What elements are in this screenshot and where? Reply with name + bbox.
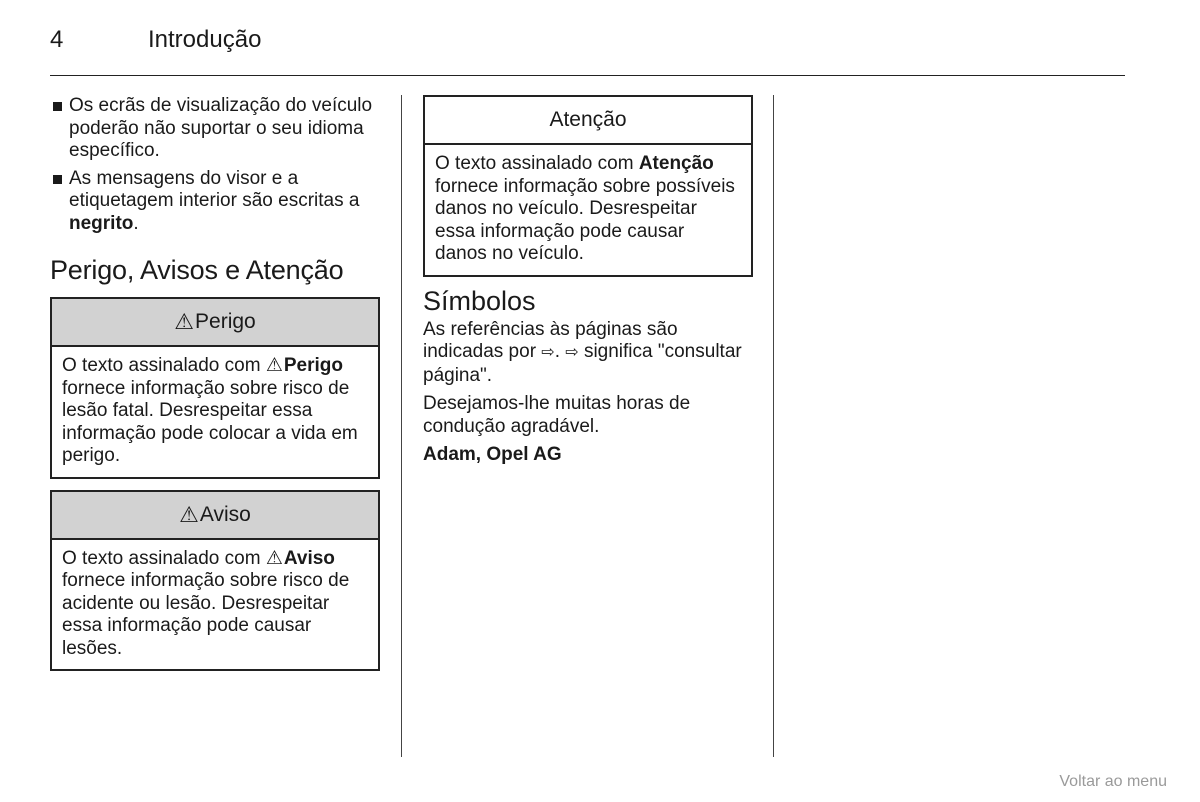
aviso-body-bold: Aviso (283, 547, 335, 569)
column-middle (423, 95, 753, 473)
page-title: Introdução (148, 26, 262, 53)
list-item (50, 168, 380, 236)
symbols-text-mid: . (554, 341, 566, 362)
aviso-body-prefix: O texto assinalado com (62, 547, 266, 569)
bullet-square-icon (53, 102, 62, 111)
column-left (50, 95, 380, 671)
header-divider (50, 75, 1125, 76)
back-to-menu-link[interactable]: Voltar ao menu (1059, 773, 1167, 790)
perigo-body-text: fornece informação sobre risco de lesão fatal. Desrespeitar essa informação pode colocar a vida em perigo. (62, 377, 358, 466)
aviso-body-text: fornece informação sobre risco de acidente ou lesão. Desrespeitar essa informação pode causar lesões. (62, 570, 350, 659)
bullet-text-bold: negrito (69, 212, 134, 234)
symbols-text-suffix: significa "consultar página". (423, 341, 742, 386)
warning-triangle-icon: ⚠ (265, 547, 283, 569)
symbols-text-prefix: As referências às páginas são indicadas por (423, 318, 678, 362)
atencao-box-header (425, 97, 751, 145)
section-heading: Perigo, Avisos e Atenção (50, 255, 344, 285)
page-reference-arrow-icon: ⇨ (565, 344, 579, 361)
warning-triangle-icon: ⚠ (265, 355, 283, 376)
page-number: 4 (50, 26, 64, 53)
warning-triangle-icon: ⚠ (179, 501, 199, 527)
atencao-box-title: Atenção (549, 108, 627, 131)
atencao-body-bold: Atenção (638, 153, 714, 174)
perigo-box-title: Perigo (195, 310, 256, 333)
aviso-box-body (52, 540, 378, 670)
atencao-box-body (425, 145, 751, 275)
aviso-box-header (52, 492, 378, 540)
warning-triangle-icon: ⚠ (174, 309, 195, 334)
bullet-text-suffix: . (133, 212, 139, 234)
perigo-body-prefix: O texto assinalado com (62, 355, 266, 376)
perigo-body-bold: Perigo (283, 355, 343, 376)
bullet-list (50, 95, 380, 235)
bullet-text: Os ecrãs de visualização do veículo poderão não suportar o seu idioma específico. (69, 95, 373, 161)
symbols-paragraph (423, 319, 753, 388)
list-item (50, 95, 380, 163)
column-divider (401, 95, 402, 757)
aviso-box (50, 490, 380, 672)
perigo-box-body (52, 347, 378, 477)
atencao-body-text: fornece informação sobre possíveis danos no veículo. Desrespeitar essa informação pode causar danos no veículo. (435, 175, 735, 264)
signature (423, 444, 753, 467)
perigo-box (50, 297, 380, 479)
signature-text: Adam, Opel AG (423, 444, 562, 465)
symbols-heading: Símbolos (423, 285, 536, 316)
column-divider (773, 95, 774, 757)
atencao-body-prefix: O texto assinalado com (435, 153, 639, 174)
bullet-text-prefix: As mensagens do visor e a etiquetagem interior são escritas a (69, 167, 360, 211)
bullet-square-icon (53, 175, 62, 184)
greeting-paragraph: Desejamos-lhe muitas horas de condução agradável. (423, 393, 691, 437)
aviso-box-title: Aviso (199, 502, 251, 526)
perigo-box-header (52, 299, 378, 347)
atencao-box (423, 95, 753, 277)
page-reference-arrow-icon: ⇨ (541, 344, 555, 361)
